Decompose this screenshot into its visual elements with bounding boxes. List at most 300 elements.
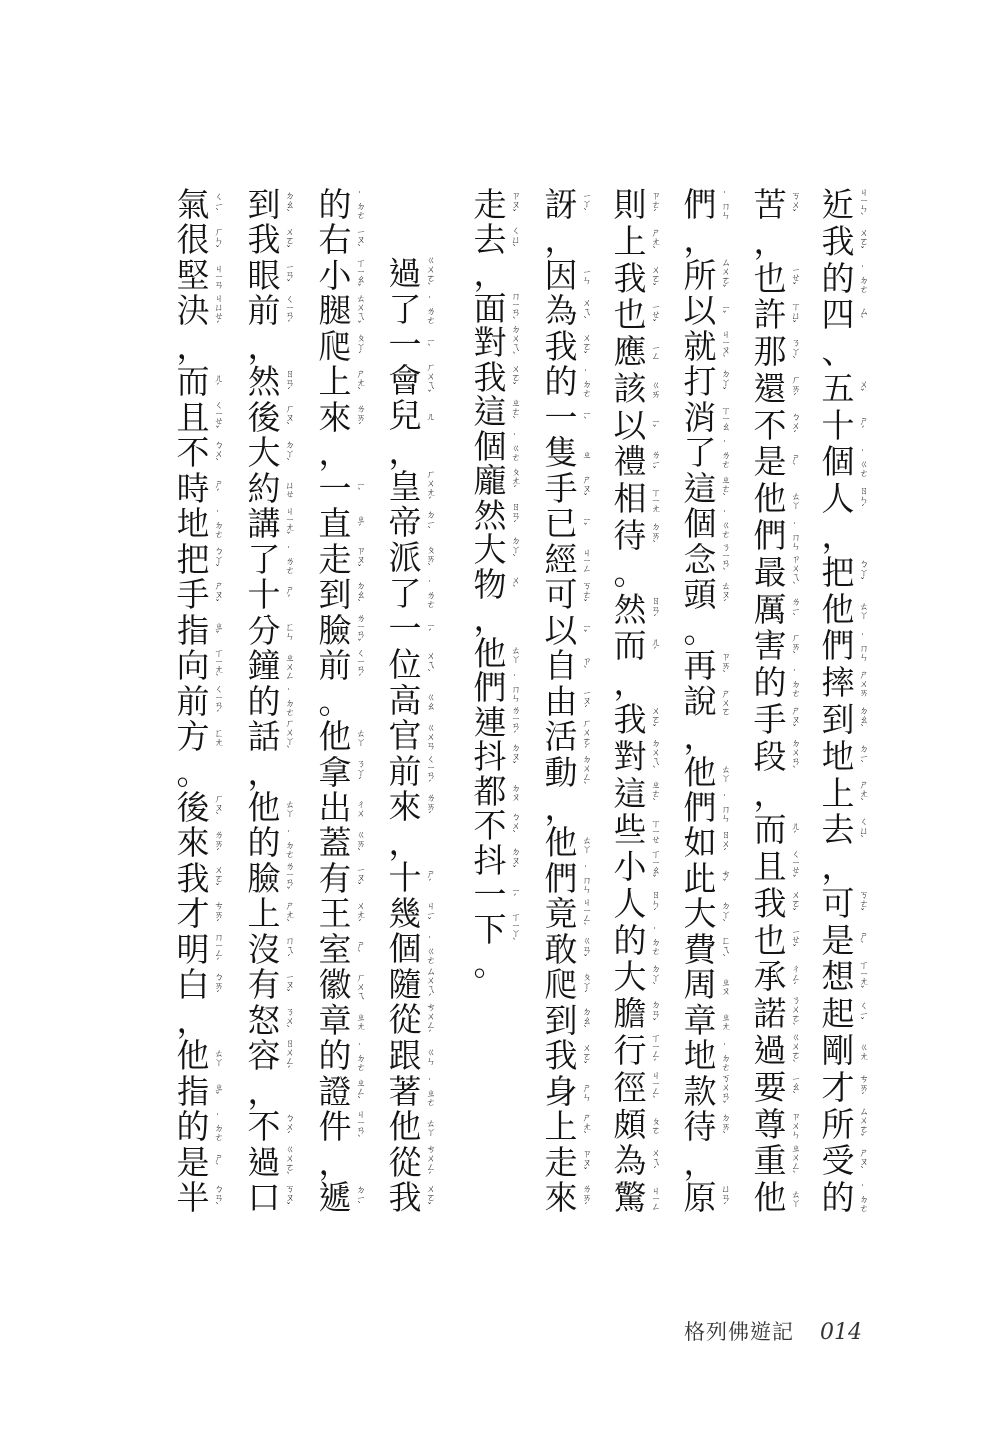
glyph-cell	[543, 787, 603, 827]
glyph-cell	[820, 699, 880, 739]
zhuyin-annotation: ㄊㄚ	[789, 490, 800, 509]
glyph-cell	[612, 185, 672, 224]
glyph-cell	[387, 680, 447, 720]
hanzi-character: 過	[388, 254, 422, 293]
hanzi-character: 我	[247, 220, 281, 260]
zhuyin-annotation: ㄑㄧㄢˊ	[212, 684, 223, 720]
hanzi-character: 後	[176, 787, 210, 827]
glyph-cell	[752, 699, 812, 739]
glyph-cell	[820, 663, 880, 703]
zhuyin-annotation: ㄐㄧㄥˋ	[580, 896, 591, 933]
zhuyin-annotation: ㄨㄛˇ	[580, 332, 591, 362]
glyph-cell	[246, 752, 306, 792]
glyph-cell	[820, 442, 880, 482]
zhuyin-annotation: ㄐㄧㄤˇ	[283, 506, 294, 543]
zhuyin-annotation: ㄊㄚ	[212, 1047, 223, 1066]
glyph-cell	[612, 405, 672, 445]
glyph-cell	[175, 185, 235, 224]
zhuyin-annotation: ㄕˋ	[789, 452, 800, 473]
glyph-cell	[543, 575, 603, 615]
glyph-cell	[387, 929, 447, 969]
hanzi-character: 連	[473, 702, 507, 742]
hanzi-character: 地	[683, 1036, 717, 1076]
hanzi-character: 五	[821, 368, 855, 408]
zhuyin-annotation: ˙ㄉㄜ	[212, 510, 223, 539]
hanzi-character: 們	[753, 516, 787, 556]
zhuyin-annotation: ㄙㄨㄛˇ	[857, 1106, 868, 1144]
zhuyin-annotation: ㄆㄤˊ	[509, 467, 520, 496]
glyph-cell	[820, 295, 880, 335]
hanzi-character: 他	[318, 717, 352, 757]
zhuyin-annotation: ㄨㄛˇ	[649, 705, 660, 735]
zhuyin-annotation: ㄓ	[580, 449, 591, 459]
zhuyin-annotation: ㄇㄧㄥˊ	[212, 932, 223, 968]
zhuyin-annotation: ㄏㄨㄛˊ	[580, 718, 591, 757]
glyph-cell	[246, 185, 306, 224]
zhuyin-annotation: ㄦˊ	[649, 636, 660, 657]
hanzi-character: 皇	[388, 467, 422, 507]
glyph-cell	[752, 920, 812, 960]
glyph-cell	[612, 368, 672, 408]
zhuyin-annotation: ㄓㄜˋ	[719, 474, 730, 504]
text-column-7	[387, 254, 447, 1218]
glyph-cell	[543, 1107, 603, 1147]
hanzi-character: 過	[247, 1142, 281, 1182]
zhuyin-annotation: ㄊㄡˊ	[719, 581, 730, 610]
hanzi-character: 約	[247, 468, 281, 508]
hanzi-character: 我	[544, 1036, 578, 1076]
hanzi-character: 說	[683, 681, 717, 721]
hanzi-character: 有	[247, 965, 281, 1005]
punctuation-mark: 。	[318, 681, 352, 721]
hanzi-character: 物	[473, 564, 507, 604]
glyph-cell	[175, 326, 235, 366]
glyph-cell	[612, 994, 672, 1034]
hanzi-character: 前	[318, 646, 352, 686]
zhuyin-annotation: ㄖㄢˊ	[509, 501, 520, 530]
text-column-9	[246, 185, 306, 1218]
hanzi-character: 爬	[318, 326, 352, 366]
zhuyin-annotation: ㄕㄡˇ	[212, 581, 223, 610]
glyph-cell	[543, 433, 603, 473]
hanzi-character: 口	[247, 1178, 281, 1218]
glyph-cell	[752, 883, 812, 923]
glyph-cell	[387, 325, 447, 365]
glyph-cell	[175, 965, 235, 1005]
zhuyin-annotation: ㄏㄡˋ	[283, 403, 294, 433]
hanzi-character: 小	[318, 255, 352, 295]
glyph-cell	[682, 965, 742, 1005]
zhuyin-annotation: ˙ㄍㄜ	[857, 448, 868, 477]
zhuyin-annotation: ㄉㄚˇ	[719, 368, 730, 397]
hanzi-character: 個	[821, 442, 855, 482]
hanzi-character: 地	[821, 736, 855, 776]
zhuyin-annotation: ㄗㄨㄟˋ	[789, 554, 800, 592]
glyph-cell	[246, 1000, 306, 1040]
zhuyin-annotation: ˙ㄍㄜ	[424, 935, 435, 964]
punctuation-mark: ，	[753, 221, 787, 261]
glyph-cell	[472, 840, 532, 880]
zhuyin-annotation: ㄐㄩㄝˊ	[212, 292, 223, 331]
glyph-cell	[246, 787, 306, 827]
hanzi-character: 跟	[388, 1036, 422, 1076]
hanzi-character: 諾	[753, 994, 787, 1034]
zhuyin-annotation: ㄑㄩˋ	[857, 816, 868, 845]
hanzi-character: 一	[318, 468, 352, 508]
text-column-1	[820, 185, 880, 1218]
zhuyin-annotation: ㄕˋ	[354, 940, 365, 960]
glyph-cell	[820, 405, 880, 445]
hanzi-character: 上	[247, 894, 281, 934]
glyph-cell	[752, 1141, 812, 1181]
hanzi-character: 白	[176, 965, 210, 1005]
glyph-cell	[175, 539, 235, 579]
hanzi-character: 走	[318, 539, 352, 579]
hanzi-character: 身	[544, 1071, 578, 1111]
glyph-cell	[612, 1178, 672, 1218]
zhuyin-annotation: ㄊㄚ	[580, 834, 591, 853]
punctuation-mark: ，	[388, 822, 422, 862]
glyph-cell	[612, 699, 672, 739]
zhuyin-annotation: ㄋㄚˋ	[789, 338, 800, 367]
glyph-cell	[543, 858, 603, 898]
hanzi-character: 再	[683, 646, 717, 686]
hanzi-character: 室	[318, 929, 352, 969]
hanzi-character: 龐	[473, 461, 507, 500]
glyph-cell	[472, 495, 532, 535]
hanzi-character: 近	[821, 185, 855, 224]
glyph-cell	[543, 1142, 603, 1182]
glyph-cell	[175, 858, 235, 898]
zhuyin-annotation: ˙ㄌㄜ	[719, 439, 730, 468]
zhuyin-annotation: ㄉㄨㄟˋ	[649, 738, 660, 776]
zhuyin-annotation: ㄧˇ	[580, 515, 591, 534]
glyph-cell	[752, 810, 812, 850]
zhuyin-annotation: ㄨㄛˇ	[424, 1184, 435, 1213]
zhuyin-annotation: ㄉㄠˋ	[580, 1006, 591, 1036]
zhuyin-annotation: ㄧㄡˋ	[354, 227, 365, 255]
hanzi-character: 為	[544, 291, 578, 331]
glyph-cell	[175, 610, 235, 650]
glyph-cell	[387, 1142, 447, 1182]
text-column-5	[543, 185, 603, 1218]
hanzi-character: 官	[388, 716, 422, 756]
hanzi-character: 大	[683, 894, 717, 934]
zhuyin-annotation: ㄒㄧㄚˋ	[509, 911, 520, 948]
glyph-cell	[682, 362, 742, 402]
glyph-cell	[472, 254, 532, 293]
hanzi-character: 我	[821, 221, 855, 261]
zhuyin-annotation: ㄙˋ	[857, 305, 868, 326]
glyph-cell	[752, 773, 812, 813]
hanzi-character: 我	[473, 357, 507, 397]
hanzi-character: 怒	[247, 1000, 281, 1040]
glyph-cell	[682, 717, 742, 757]
glyph-cell	[317, 1107, 377, 1147]
hanzi-character: 的	[318, 185, 352, 224]
glyph-cell	[317, 326, 377, 366]
hanzi-character: 費	[683, 929, 717, 969]
hanzi-character: 的	[247, 681, 281, 721]
zhuyin-annotation: ㄍㄨㄛˋ	[283, 1144, 294, 1182]
zhuyin-annotation: ㄊㄨㄟˇ	[354, 292, 365, 331]
hanzi-character: 臉	[318, 610, 352, 650]
zhuyin-annotation: ㄕㄡˇ	[580, 474, 591, 504]
zhuyin-annotation: ㄗㄞˋ	[719, 652, 730, 681]
hanzi-character: 右	[318, 220, 352, 260]
hanzi-character: 待	[613, 516, 647, 556]
hanzi-character: 帝	[388, 502, 422, 542]
zhuyin-annotation: ㄊㄚ	[283, 799, 294, 818]
punctuation-mark: ，	[544, 220, 578, 260]
glyph-cell	[682, 468, 742, 508]
zhuyin-annotation: ㄐㄧㄥˋ	[649, 1070, 660, 1106]
hanzi-character: 指	[176, 610, 210, 650]
hanzi-character: 因	[544, 255, 578, 295]
zhuyin-annotation: ㄨㄟˋ	[424, 651, 435, 680]
hanzi-character: 周	[683, 965, 717, 1005]
zhuyin-annotation: ㄉㄠˋ	[354, 581, 365, 610]
hanzi-character: 蓋	[318, 823, 352, 863]
hanzi-character: 念	[683, 539, 717, 579]
glyph-cell	[820, 332, 880, 372]
glyph-cell	[612, 552, 672, 592]
glyph-cell	[752, 442, 812, 482]
glyph-cell	[317, 752, 377, 792]
glyph-cell	[682, 504, 742, 544]
hanzi-character: 他	[753, 479, 787, 519]
hanzi-character: 隻	[544, 433, 578, 473]
hanzi-character: 所	[821, 1104, 855, 1144]
hanzi-character: 上	[544, 1107, 578, 1147]
zhuyin-annotation: ㄕˊ	[283, 585, 294, 606]
hanzi-character: 害	[753, 626, 787, 666]
glyph-cell	[820, 1178, 880, 1218]
punctuation-mark: ，	[176, 1000, 210, 1040]
hanzi-character: 半	[176, 1178, 210, 1218]
zhuyin-annotation: ˙ㄉㄜ	[719, 1042, 730, 1071]
zhuyin-annotation: ㄘㄞˊ	[857, 1073, 868, 1103]
glyph-cell	[175, 433, 235, 473]
glyph-cell	[387, 787, 447, 827]
hanzi-character: 以	[613, 405, 647, 445]
glyph-cell	[175, 220, 235, 260]
zhuyin-annotation: ㄗˋ	[580, 656, 591, 677]
zhuyin-annotation: ˙ㄓㄜ	[424, 1077, 435, 1107]
zhuyin-annotation: ㄧㄝˇ	[789, 265, 800, 293]
hanzi-character: 眼	[247, 255, 281, 295]
hanzi-character: 由	[544, 681, 578, 721]
glyph-cell	[752, 221, 812, 261]
zhuyin-annotation: ㄍㄣ	[424, 1047, 435, 1066]
glyph-cell	[820, 589, 880, 629]
glyph-cell	[317, 433, 377, 473]
glyph-cell	[175, 362, 235, 402]
zhuyin-annotation: ㄌㄞˊ	[212, 829, 223, 858]
hanzi-character: 的	[247, 823, 281, 863]
zhuyin-annotation: ㄏㄞˊ	[789, 374, 800, 404]
hanzi-character: 上	[318, 362, 352, 402]
hanzi-character: 去	[821, 810, 855, 850]
hanzi-character: 才	[176, 894, 210, 934]
glyph-cell	[543, 326, 603, 366]
zhuyin-annotation: ㄒㄩˇ	[789, 301, 800, 330]
glyph-cell	[752, 589, 812, 629]
hanzi-character: 講	[247, 504, 281, 544]
hanzi-character: 他	[683, 752, 717, 792]
glyph-cell	[752, 663, 812, 703]
glyph-cell	[472, 323, 532, 362]
glyph-cell	[820, 1067, 880, 1107]
page-number: 014	[820, 1320, 862, 1345]
glyph-cell	[752, 957, 812, 997]
hanzi-character: 向	[176, 646, 210, 686]
hanzi-character: 則	[613, 185, 647, 224]
zhuyin-annotation: ㄌㄧㄢˇ	[283, 861, 294, 897]
zhuyin-annotation: ㄦˊ	[212, 372, 223, 393]
zhuyin-annotation: ㄨㄛˇ	[857, 227, 868, 257]
hanzi-character: 拿	[318, 752, 352, 792]
glyph-cell	[472, 426, 532, 466]
glyph-cell	[820, 368, 880, 408]
zhuyin-annotation: ㄑㄧㄝˇ	[212, 400, 223, 436]
zhuyin-annotation: ㄉㄨㄥˋ	[580, 754, 591, 792]
zhuyin-annotation: ㄉㄚˋ	[283, 439, 294, 468]
zhuyin-annotation: ㄏㄨㄟ	[354, 972, 365, 1000]
glyph-cell	[317, 610, 377, 650]
glyph-cell	[317, 291, 377, 331]
glyph-cell	[543, 504, 603, 544]
glyph-cell	[175, 397, 235, 437]
glyph-cell	[820, 626, 880, 666]
zhuyin-annotation: ㄩㄢˊ	[719, 1184, 730, 1213]
zhuyin-annotation: ㄓˇ	[212, 621, 223, 641]
glyph-cell	[317, 681, 377, 721]
hanzi-character: 打	[683, 362, 717, 402]
hanzi-character: 鐘	[247, 646, 281, 686]
punctuation-mark: ，	[176, 326, 210, 366]
zhuyin-annotation: ㄑㄧㄢˊ	[424, 754, 435, 790]
glyph-cell	[820, 185, 880, 224]
glyph-cell	[246, 1036, 306, 1076]
glyph-cell	[752, 405, 812, 445]
hanzi-character: 後	[247, 397, 281, 437]
zhuyin-annotation: ㄐㄧㄥ	[649, 1185, 660, 1211]
glyph-cell	[387, 254, 447, 293]
glyph-cell	[612, 516, 672, 556]
zhuyin-annotation: ㄖㄣˊ	[649, 889, 660, 919]
hanzi-character: 章	[683, 1000, 717, 1040]
hanzi-character: 的	[821, 258, 855, 298]
zhuyin-annotation: ㄖㄨˊ	[719, 829, 730, 858]
glyph-cell	[175, 823, 235, 863]
glyph-cell	[543, 610, 603, 650]
glyph-cell	[752, 1067, 812, 1107]
hanzi-character: 出	[318, 787, 352, 827]
glyph-cell	[612, 258, 672, 298]
hanzi-character: 一	[473, 875, 507, 914]
hanzi-character: 一	[388, 325, 422, 365]
hanzi-character: 的	[544, 362, 578, 402]
glyph-cell	[246, 1178, 306, 1218]
glyph-cell	[387, 502, 447, 542]
zhuyin-annotation: ˙ㄍㄜ	[509, 432, 520, 461]
glyph-cell	[387, 289, 447, 329]
glyph-cell	[387, 1178, 447, 1218]
zhuyin-annotation: ㄕˊ	[212, 479, 223, 499]
zhuyin-annotation: ˙ㄉㄜ	[857, 1184, 868, 1213]
zhuyin-annotation: ㄉㄢˇ	[649, 1000, 660, 1029]
glyph-cell	[612, 773, 672, 813]
zhuyin-annotation: ˙ㄇㄣ	[580, 864, 591, 894]
hanzi-character: 沒	[247, 929, 281, 969]
zhuyin-annotation: ˙ㄇㄣ	[719, 191, 730, 220]
zhuyin-annotation: ㄉㄚˋ	[719, 900, 730, 929]
zhuyin-annotation: ㄉㄧˋ	[354, 1185, 365, 1212]
hanzi-character: 從	[388, 1142, 422, 1182]
glyph-cell	[682, 894, 742, 934]
zhuyin-annotation: ㄉㄡ	[509, 782, 520, 801]
glyph-cell	[317, 1071, 377, 1111]
glyph-cell	[246, 1071, 306, 1111]
hanzi-character: 不	[473, 806, 507, 845]
hanzi-character: 然	[473, 495, 507, 535]
zhuyin-annotation: ㄏㄨㄤˊ	[424, 468, 435, 507]
zhuyin-annotation: ㄊㄚ	[509, 644, 520, 663]
glyph-cell	[752, 736, 812, 776]
hanzi-character: 行	[613, 1030, 647, 1070]
zhuyin-annotation: ㄏㄣˇ	[212, 226, 223, 255]
zhuyin-annotation: ㄧㄥ	[649, 344, 660, 361]
zhuyin-annotation: ㄅㄚˇ	[212, 545, 223, 575]
glyph-cell	[682, 185, 742, 224]
hanzi-character: 前	[247, 291, 281, 331]
glyph-cell	[175, 575, 235, 615]
zhuyin-annotation: ㄉㄚˋ	[509, 536, 520, 565]
zhuyin-annotation: ㄗㄨㄣ	[789, 1111, 800, 1139]
hanzi-character: 走	[473, 185, 507, 224]
hanzi-character: 過	[753, 1030, 787, 1070]
hanzi-character: 到	[318, 575, 352, 615]
glyph-cell	[317, 504, 377, 544]
zhuyin-annotation: ˙ㄍㄜ	[719, 510, 730, 539]
hanzi-character: 幾	[388, 893, 422, 933]
zhuyin-annotation: ˙ㄉㄜ	[580, 368, 591, 397]
hanzi-character: 為	[613, 1141, 647, 1181]
glyph-cell	[612, 810, 672, 850]
glyph-cell	[472, 461, 532, 500]
zhuyin-annotation: ㄨㄤˊ	[354, 900, 365, 929]
glyph-cell	[612, 957, 672, 997]
zhuyin-annotation: ˙ㄇㄣ	[789, 522, 800, 551]
glyph-cell	[752, 368, 812, 408]
zhuyin-annotation: ㄐㄧㄣˋ	[857, 187, 868, 224]
glyph-cell	[543, 929, 603, 969]
hanzi-character: 他	[544, 823, 578, 863]
glyph-cell	[752, 258, 812, 298]
hanzi-character: 是	[176, 1142, 210, 1182]
zhuyin-annotation: ㄑㄧˇ	[857, 1001, 868, 1028]
glyph-cell	[612, 1067, 672, 1107]
hanzi-character: 爬	[544, 965, 578, 1005]
glyph-cell	[543, 894, 603, 934]
hanzi-character: 動	[544, 752, 578, 792]
glyph-cell	[387, 822, 447, 862]
zhuyin-annotation: ㄕㄨㄛ	[719, 688, 730, 716]
zhuyin-annotation: ㄩㄝ	[283, 480, 294, 498]
glyph-cell	[246, 220, 306, 260]
glyph-cell	[175, 894, 235, 934]
